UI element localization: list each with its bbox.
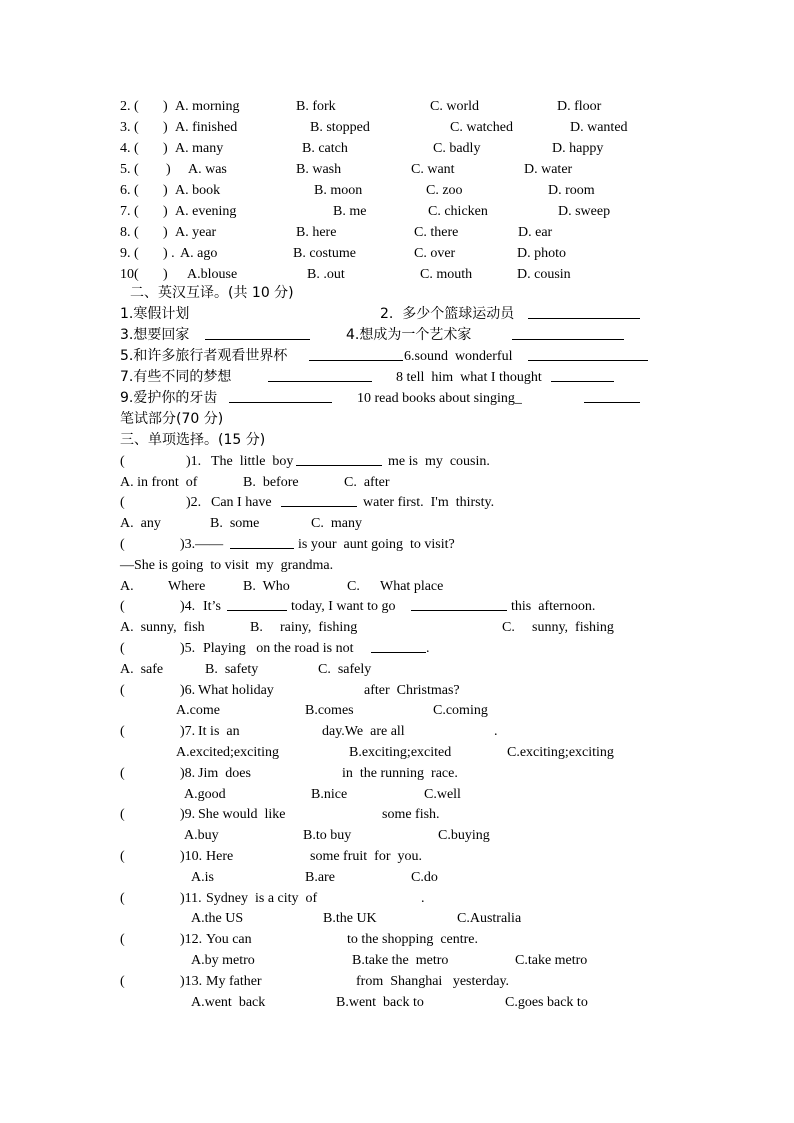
answer-paren-open: (: [120, 454, 125, 469]
option-a: A. year: [175, 225, 217, 240]
option-c: C. world: [430, 99, 479, 114]
answer-paren-open: (: [120, 974, 125, 989]
answer-blank: [512, 325, 624, 340]
answer-paren-open: (: [120, 849, 125, 864]
option-a: A.excited;exciting: [176, 745, 280, 760]
row-number: 2. (: [120, 99, 139, 114]
option-b: B. Who: [243, 579, 290, 594]
option-c: C.take metro: [515, 953, 588, 968]
option-a: A. book: [175, 183, 221, 198]
option-b: B. wash: [296, 162, 342, 177]
question-text: You can: [206, 932, 252, 947]
question-text: It is an: [198, 724, 240, 739]
question-number: )3.——: [180, 537, 224, 552]
option-a: A.buy: [184, 828, 219, 843]
section-heading-choice: [0, 430, 794, 451]
choice-row-9: [0, 243, 794, 264]
question-text: .: [421, 891, 425, 906]
question-number: )13.: [180, 974, 203, 989]
row-paren-close: ): [163, 204, 168, 219]
option-d: D. water: [524, 162, 573, 177]
row-paren-close: ): [163, 99, 168, 114]
answer-blank: [528, 304, 640, 319]
option-c: C.do: [411, 870, 438, 885]
translation-row-2: [0, 325, 794, 346]
question-text: in the running race.: [342, 766, 458, 781]
answer-blank: [205, 325, 310, 340]
option-b: B.the UK: [323, 911, 377, 926]
row-number: 4. (: [120, 141, 139, 156]
choice-row-3: [0, 117, 794, 138]
option-c: C.goes back to: [505, 995, 588, 1010]
option-b: B.are: [305, 870, 335, 885]
question-8-options: [0, 784, 794, 805]
translation-item: 4.想成为一个艺术家: [346, 327, 472, 343]
option-c: C.exciting;exciting: [507, 745, 614, 760]
option-b: B. .out: [307, 267, 345, 282]
option-b: B.comes: [305, 703, 354, 718]
choice-row-10: [0, 264, 794, 285]
option-c: C. safely: [318, 662, 372, 677]
question-number: )11.: [180, 891, 202, 906]
question-8: [0, 763, 794, 784]
option-c: C. after: [344, 475, 390, 490]
question-number: )12.: [180, 932, 203, 947]
translation-item: 2. 多少个篮球运动员: [380, 306, 515, 322]
option-a-text: Where: [168, 579, 206, 594]
question-9-options: [0, 825, 794, 846]
option-a: A.went back: [191, 995, 266, 1010]
written-heading: 笔试部分(70 分): [120, 411, 224, 427]
question-text: to the shopping centre.: [347, 932, 479, 947]
question-13: [0, 971, 794, 992]
option-d: D. ear: [518, 225, 553, 240]
option-a: A. ago: [180, 246, 218, 261]
option-a: A. many: [175, 141, 224, 156]
option-b: B. me: [333, 204, 367, 219]
choice-row-8: [0, 222, 794, 243]
option-a: A. sunny, fish: [120, 620, 205, 635]
option-a: A.by metro: [191, 953, 255, 968]
option-b: B. some: [210, 516, 260, 531]
question-3-answer: [0, 555, 794, 576]
question-text: from Shanghai yesterday.: [356, 974, 510, 989]
option-a: A.: [120, 579, 134, 594]
translation-item: 3.想要回家: [120, 327, 190, 343]
question-text: Can I have: [211, 495, 272, 510]
row-number: 8. (: [120, 225, 139, 240]
option-b: B. stopped: [310, 120, 370, 135]
row-paren-close: ) .: [163, 246, 175, 261]
answer-paren-open: (: [120, 766, 125, 781]
option-b: B. here: [296, 225, 337, 240]
question-text: Here: [206, 849, 234, 864]
option-b: B.take the metro: [352, 953, 449, 968]
question-number: )5.: [180, 641, 196, 656]
question-text: Jim does: [198, 766, 251, 781]
option-b-text: rainy, fishing: [280, 620, 358, 635]
option-c: C.: [347, 579, 360, 594]
option-a: A.good: [184, 787, 226, 802]
row-paren-close: ): [163, 225, 168, 240]
answer-blank: [281, 492, 357, 507]
answer-paren-open: (: [120, 724, 125, 739]
answer-blank: [528, 346, 648, 361]
option-c: C.well: [424, 787, 461, 802]
option-c: C.: [502, 620, 515, 635]
question-number: )8.: [180, 766, 196, 781]
question-12-options: [0, 950, 794, 971]
question-text: day.We are all: [322, 724, 405, 739]
option-c: C.coming: [433, 703, 488, 718]
question-text: some fruit for you.: [310, 849, 422, 864]
question-5: [0, 638, 794, 659]
answer-paren-open: (: [120, 537, 125, 552]
row-number: 6. (: [120, 183, 139, 198]
written-part-heading: [0, 409, 794, 430]
question-text: .: [426, 641, 430, 656]
question-11: [0, 888, 794, 909]
option-b: B. fork: [296, 99, 336, 114]
question-10: [0, 846, 794, 867]
answer-paren-open: (: [120, 641, 125, 656]
section-heading: 二、英汉互译。(共 10 分): [130, 285, 294, 301]
row-number: 9. (: [120, 246, 139, 261]
question-6: [0, 680, 794, 701]
answer-blank: [309, 346, 403, 361]
option-a: A. finished: [175, 120, 238, 135]
answer-paren-open: (: [120, 683, 125, 698]
section-heading: 三、单项选择。(15 分): [120, 432, 266, 448]
option-b: B.: [250, 620, 263, 635]
question-number: )9.: [180, 807, 196, 822]
question-text: The little boy: [211, 454, 294, 469]
option-d: D. sweep: [558, 204, 611, 219]
question-4-options: [0, 617, 794, 638]
option-b: B. moon: [314, 183, 363, 198]
question-text: My father: [206, 974, 262, 989]
question-text: me is my cousin.: [388, 454, 490, 469]
question-text: Sydney is a city of: [206, 891, 318, 906]
choice-row-5: [0, 159, 794, 180]
answer-blank: [268, 367, 372, 382]
option-c: C. mouth: [420, 267, 473, 282]
option-d: D. happy: [552, 141, 604, 156]
question-number: )6.: [180, 683, 196, 698]
row-number: 5. (: [120, 162, 139, 177]
question-12: [0, 929, 794, 950]
question-text: Playing on the road is not: [203, 641, 354, 656]
option-d: D. wanted: [570, 120, 628, 135]
option-c: C. badly: [433, 141, 481, 156]
option-d: D. room: [548, 183, 595, 198]
question-11-options: [0, 908, 794, 929]
translation-item: 7.有些不同的梦想: [120, 369, 232, 385]
row-paren-close: ): [163, 120, 168, 135]
answer-blank: [227, 596, 287, 611]
answer-blank: [229, 388, 332, 403]
choice-row-2: [0, 96, 794, 117]
answer-blank: [584, 388, 640, 403]
option-a: A.is: [191, 870, 214, 885]
choice-row-6: [0, 180, 794, 201]
row-number: 3. (: [120, 120, 139, 135]
question-text: today, I want to go: [291, 599, 396, 614]
question-1-options: [0, 472, 794, 493]
question-5-options: [0, 659, 794, 680]
question-7-options: [0, 742, 794, 763]
question-number: )4.: [180, 599, 196, 614]
option-a: A. morning: [175, 99, 240, 114]
answer-paren-open: (: [120, 807, 125, 822]
option-c-text: sunny, fishing: [532, 620, 614, 635]
option-c: C. there: [414, 225, 459, 240]
translation-row-3: [0, 346, 794, 367]
option-d: D. photo: [517, 246, 566, 261]
option-b: B.nice: [311, 787, 348, 802]
option-a: A. evening: [175, 204, 237, 219]
row-number: 7. (: [120, 204, 139, 219]
translation-row-1: [0, 304, 794, 325]
translation-row-5: [0, 388, 794, 409]
answer-blank: [411, 596, 507, 611]
dialogue-answer: —She is going to visit my grandma.: [120, 558, 334, 573]
translation-item: 10 read books about singing_: [357, 391, 522, 406]
option-b: B. catch: [302, 141, 348, 156]
option-b: B. costume: [293, 246, 356, 261]
answer-paren-open: (: [120, 495, 125, 510]
option-a: A. any: [120, 516, 161, 531]
option-c: C. many: [311, 516, 362, 531]
option-b: B. safety: [205, 662, 259, 677]
question-6-options: [0, 700, 794, 721]
question-text: is your aunt going to visit?: [298, 537, 455, 552]
answer-blank: [551, 367, 614, 382]
option-a: A.blouse: [187, 267, 238, 282]
question-text: water first. I'm thirsty.: [363, 495, 495, 510]
row-paren-close: ): [166, 162, 171, 177]
question-2-options: [0, 513, 794, 534]
row-paren-close: ): [163, 183, 168, 198]
option-a: A. safe: [120, 662, 164, 677]
option-c: C. want: [411, 162, 455, 177]
question-text: some fish.: [382, 807, 440, 822]
row-paren-close: ): [163, 141, 168, 156]
option-c: C.Australia: [457, 911, 522, 926]
option-a: A. was: [188, 162, 227, 177]
option-c: C. over: [414, 246, 456, 261]
translation-item: 1.寒假计划: [120, 306, 190, 322]
section-heading-translation: [0, 283, 794, 304]
choice-row-4: [0, 138, 794, 159]
option-b: B. before: [243, 475, 299, 490]
translation-item: 8 tell him what I thought: [396, 370, 542, 385]
option-c: C. watched: [450, 120, 513, 135]
option-d: D. floor: [557, 99, 602, 114]
option-b: B.to buy: [303, 828, 352, 843]
option-a: A.come: [176, 703, 220, 718]
option-a: A. in front of: [120, 475, 198, 490]
option-c: C. chicken: [428, 204, 488, 219]
question-4: [0, 596, 794, 617]
question-10-options: [0, 867, 794, 888]
question-number: )1.: [186, 454, 202, 469]
option-c-text: What place: [380, 579, 444, 594]
question-3: [0, 534, 794, 555]
answer-paren-open: (: [120, 599, 125, 614]
translation-item: 5.和许多旅行者观看世界杯: [120, 348, 288, 364]
question-text: this afternoon.: [511, 599, 596, 614]
option-a: A.the US: [191, 911, 244, 926]
option-b: B.exciting;excited: [349, 745, 452, 760]
translation-item: 9.爱护你的牙齿: [120, 390, 218, 406]
answer-paren-open: (: [120, 932, 125, 947]
translation-item: 6.sound wonderful: [404, 349, 513, 364]
option-b: B.went back to: [336, 995, 424, 1010]
question-text: after Christmas?: [364, 683, 460, 698]
question-text: It’s: [203, 599, 221, 614]
question-13-options: [0, 992, 794, 1013]
question-number: )10.: [180, 849, 203, 864]
question-text: What holiday: [198, 683, 274, 698]
question-9: [0, 804, 794, 825]
option-d: D. cousin: [517, 267, 571, 282]
answer-blank: [296, 451, 382, 466]
option-c: C.buying: [438, 828, 490, 843]
answer-blank: [230, 534, 294, 549]
row-paren-close: ): [163, 267, 168, 282]
question-3-options: [0, 576, 794, 597]
row-number: 10(: [120, 267, 139, 282]
question-7: [0, 721, 794, 742]
question-number: )7.: [180, 724, 196, 739]
translation-row-4: [0, 367, 794, 388]
question-text: She would like: [198, 807, 286, 822]
option-c: C. zoo: [426, 183, 463, 198]
question-number: )2.: [186, 495, 202, 510]
question-2: [0, 492, 794, 513]
choice-row-7: [0, 201, 794, 222]
question-1: [0, 451, 794, 472]
question-text: .: [494, 724, 498, 739]
answer-paren-open: (: [120, 891, 125, 906]
answer-blank: [371, 638, 426, 653]
